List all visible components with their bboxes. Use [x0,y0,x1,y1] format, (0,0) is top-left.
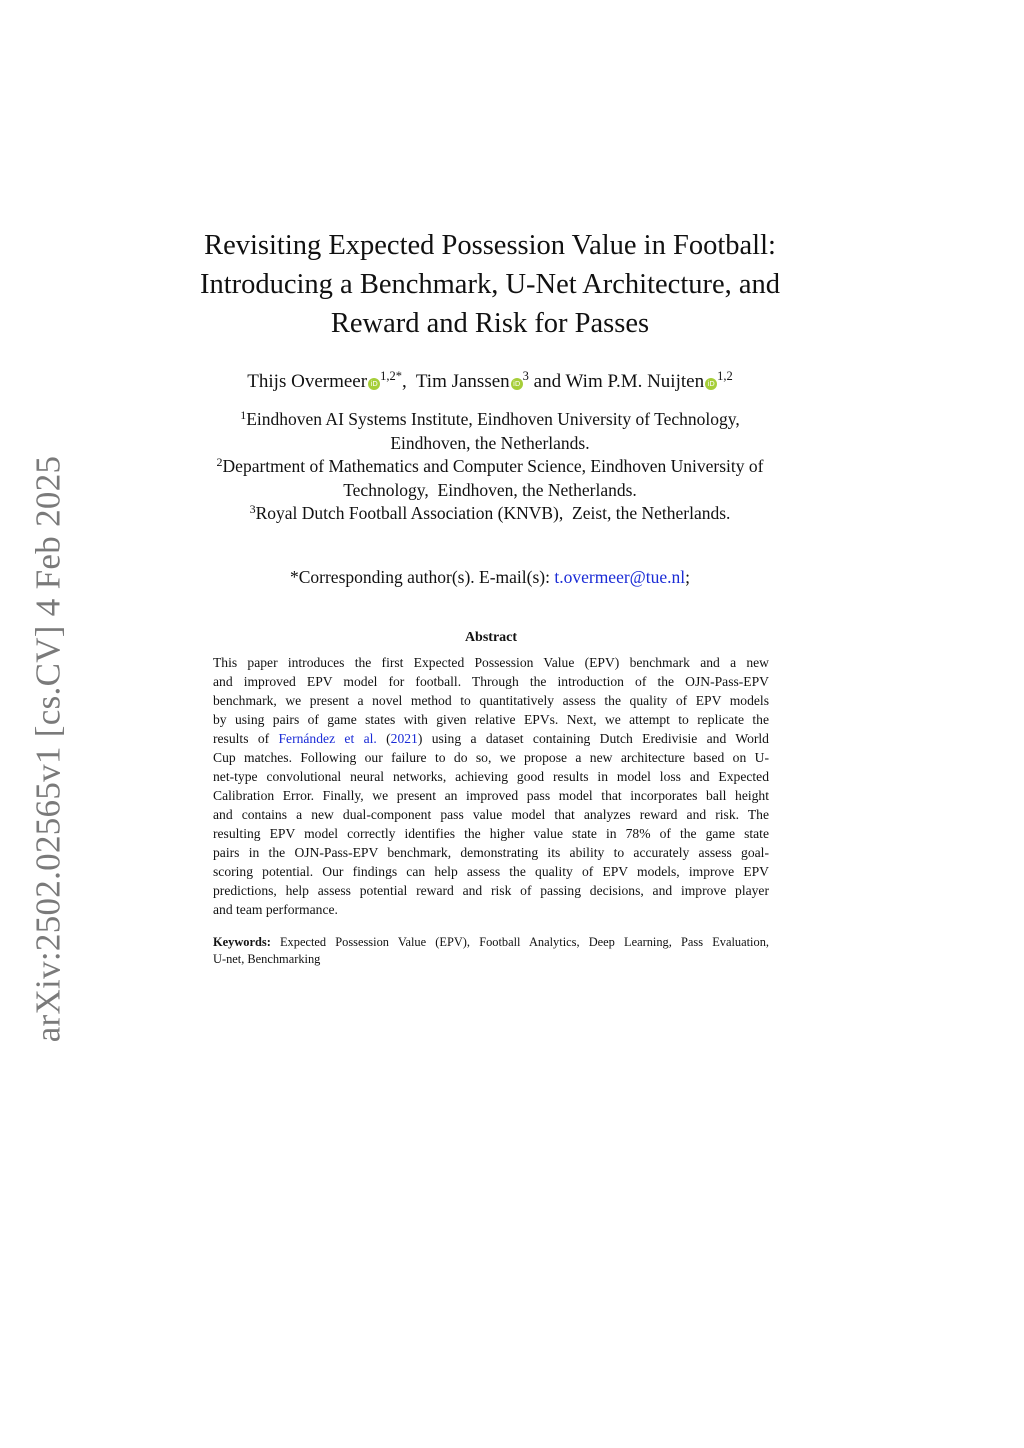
abstract-line: Cup matches. Following our failure to do so, we propose a new architecture based on U- [213,750,769,765]
abstract-text: results of [213,731,279,746]
citation-author-link[interactable]: Fernández et al. [278,731,377,746]
paper-title [150,226,830,343]
affiliation-line [140,479,840,503]
affiliation-number: 3 [249,502,256,516]
author-list [140,369,840,395]
email-link[interactable]: t.overmeer@tue.nl [554,567,686,587]
affiliation-text: Eindhoven AI Systems Institute, Eindhoven University of Technology, [246,409,740,429]
corresponding-suffix: ; [685,567,691,587]
title-line: Introducing a Benchmark, U-Net Architecture, and [199,269,781,300]
abstract-line: and contains a new dual-component pass value model that analyzes reward and risk. The [213,807,769,822]
keywords-label: Keywords: [213,935,271,949]
keywords-text: Expected Possession Value (EPV), Football Analytics, Deep Learning, Pass Evaluation, [270,935,769,949]
affiliation-text: Department of Mathematics and Computer Science, Eindhoven University of [222,456,764,476]
affiliation-line [140,432,840,456]
arxiv-identifier: arXiv:2502.02565v1 [cs.CV] 4 Feb 2025 [28,455,68,1043]
abstract-line: Calibration Error. Finally, we present an improved pass model that incorporates ball height [213,788,769,803]
affiliation-text: Eindhoven, the Netherlands. [390,432,590,453]
abstract-line: This paper introduces the first Expected Possession Value (EPV) benchmark and a new [213,655,769,670]
citation-year-link[interactable]: 2021 [390,731,418,746]
author-affiliation-marker: 1,2* [380,369,402,383]
abstract-line: scoring potential. Our findings can help assess the quality of EPV models, improve EPV [213,864,769,879]
orcid-icon[interactable]: iD [705,378,717,390]
affiliations [140,408,840,526]
abstract-text: ( [376,731,391,746]
orcid-icon[interactable]: iD [368,378,380,390]
arxiv-sidebar-stamp [26,455,70,1043]
abstract-line: by using pairs of game states with given relative EPVs. Next, we attempt to replicate the [213,712,769,727]
affiliation-text: Technology, Eindhoven, the Netherlands. [343,479,637,500]
abstract-line-citation [213,729,769,748]
corresponding-author [140,566,840,589]
abstract-line: and improved EPV model for football. Through the introduction of the OJN-Pass-EPV [213,674,769,689]
title-line: Reward and Risk for Passes [330,308,650,339]
abstract-heading: Abstract [464,630,518,645]
author-name: Wim P.M. Nuijten [565,371,705,392]
affiliation-number: 1 [240,408,247,422]
abstract-line: resulting EPV model correctly identifies the higher value state in 78% of the game state [213,826,769,841]
affiliation-text: Royal Dutch Football Association (KNVB), Zeist, the Netherlands. [255,503,731,523]
abstract-text: ) [417,731,423,746]
abstract-line: benchmark, we present a novel method to quantitatively assess the quality of EPV models [213,693,769,708]
abstract-line: pairs in the OJN-Pass-EPV benchmark, demonstrating its ability to accurately assess goal- [213,845,769,860]
author-separator: , [401,371,416,392]
affiliation-line [140,408,840,432]
author-separator: and [528,371,566,392]
abstract-text: using a dataset containing Dutch Eredivisie and World [422,731,769,746]
author-name: Tim Janssen [415,371,510,392]
keywords-line: U-net, Benchmarking [213,952,321,966]
keywords [213,934,769,968]
orcid-icon[interactable]: iD [511,378,523,390]
author-affiliation-marker: 3 [522,369,529,383]
affiliation-line [140,455,840,479]
abstract-line: and team performance. [213,902,338,917]
author-affiliation-marker: 1,2 [717,369,733,383]
author-name: Thijs Overmeer [247,371,368,392]
affiliation-line [140,502,840,526]
affiliation-number: 2 [216,455,223,469]
abstract-line: predictions, help assess potential reward and risk of passing decisions, and improve player [213,883,769,898]
title-line: Revisiting Expected Possession Value in Football: [204,230,776,261]
abstract-body [213,653,769,919]
keywords-line [213,934,769,951]
corresponding-label: *Corresponding author(s). E-mail(s): [289,567,555,587]
abstract-line: net-type convolutional neural networks, achieving good results in model loss and Expected [213,769,769,784]
